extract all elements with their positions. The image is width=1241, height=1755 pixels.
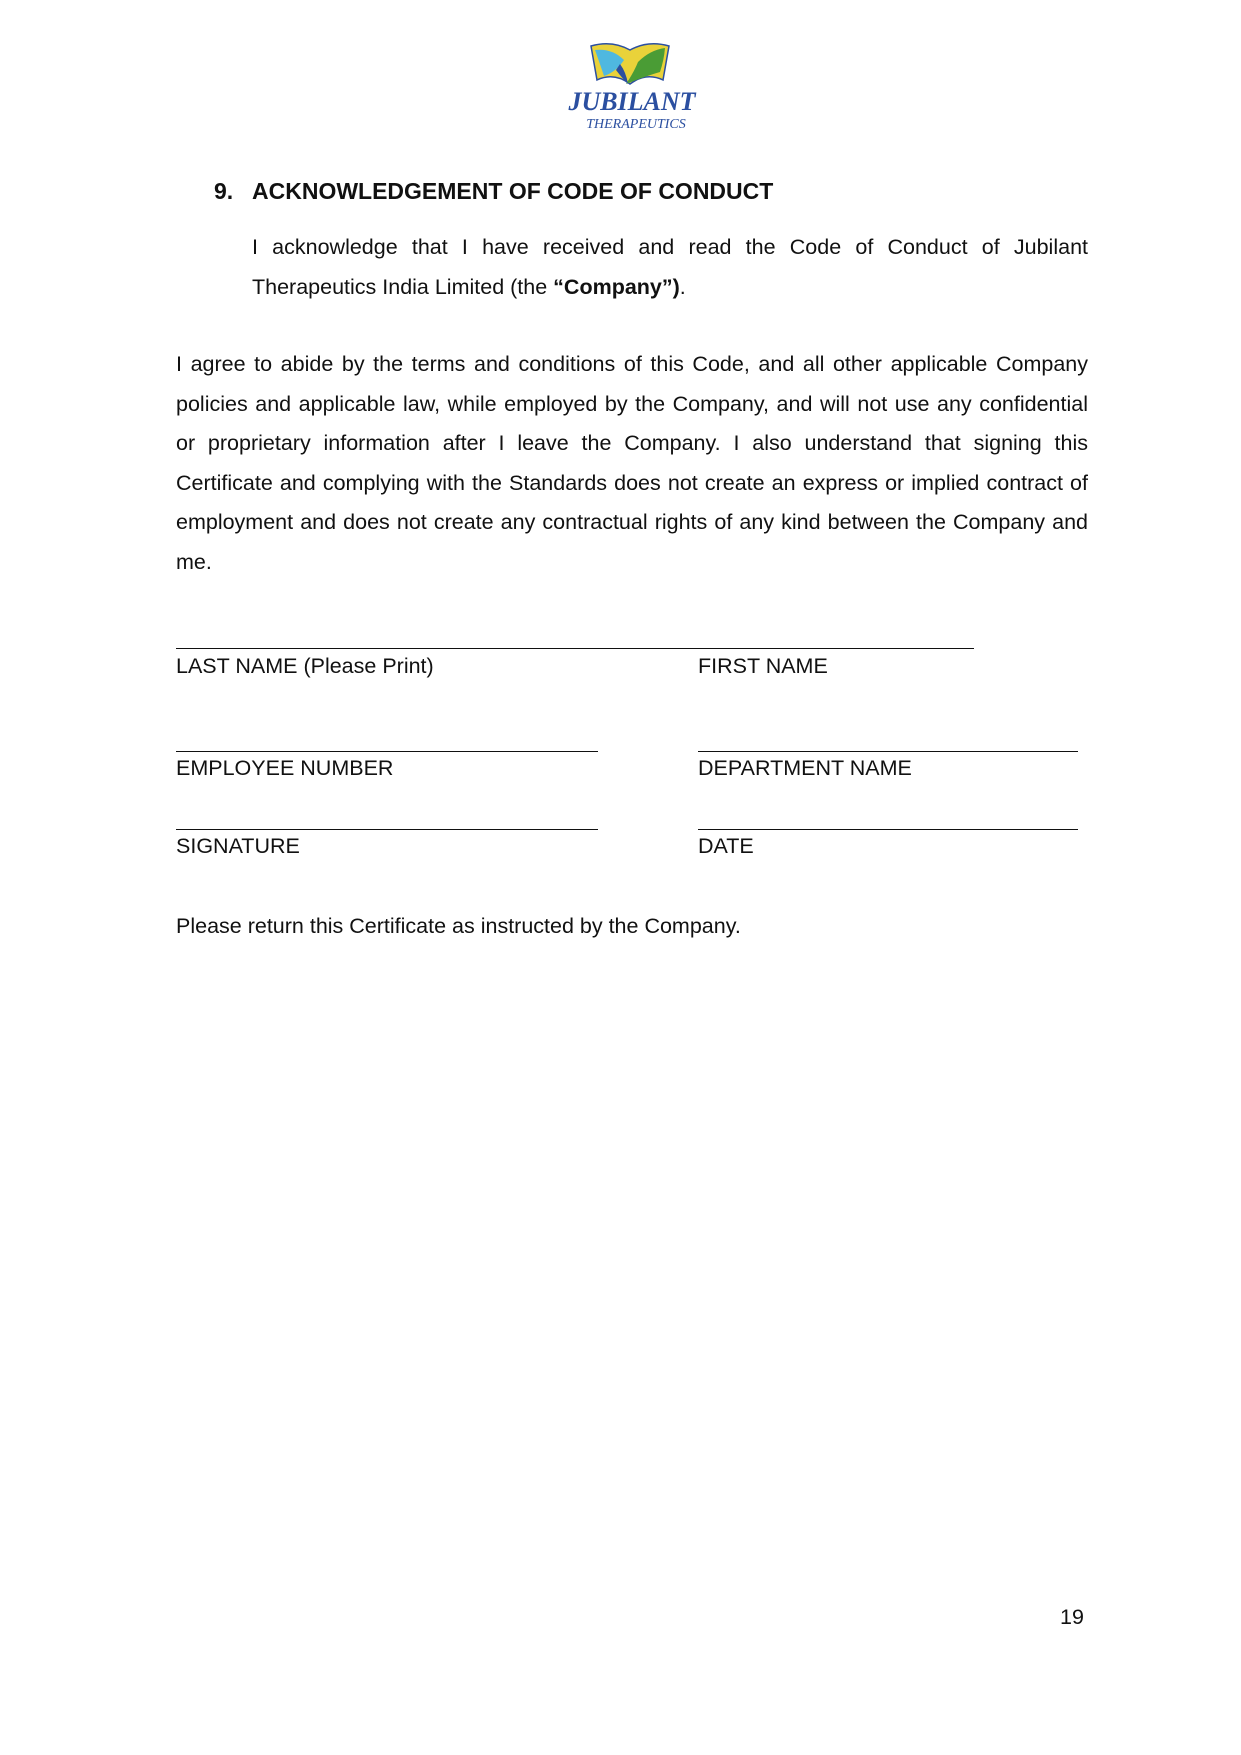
employee-number-label: EMPLOYEE NUMBER	[176, 756, 394, 780]
employee-number-line[interactable]	[176, 751, 598, 752]
return-note: Please return this Certificate as instructed by the Company.	[176, 914, 741, 938]
company-logo	[564, 38, 700, 134]
acknowledgement-text: I acknowledge that I have received and read the Code of Conduct of Jubilant Therapeutics India Limited (the	[252, 235, 1088, 299]
section-number: 9.	[214, 178, 234, 204]
section-title: ACKNOWLEDGEMENT OF CODE OF CONDUCT	[252, 178, 774, 204]
company-term: “Company”)	[553, 274, 680, 299]
acknowledgement-end: .	[679, 274, 686, 299]
acknowledgement-paragraph	[252, 228, 1088, 307]
logo-emblem	[564, 38, 700, 134]
logo-subtitle: THERAPEUTICS	[586, 117, 686, 132]
first-name-label: FIRST NAME	[698, 654, 828, 678]
department-name-line[interactable]	[698, 751, 1078, 752]
page-number: 19	[1060, 1605, 1084, 1629]
agreement-paragraph: I agree to abide by the terms and conditions of this Code, and all other applicable Company policies and applicable law, while employed by the Company, and will not use any confidential or proprietary information after I leave the Company. I also understand that signing this Certificate and complying with the Standards does not create an express or implied contract of employment and does not create any contractual rights of any kind between the Company and me.	[176, 352, 1088, 574]
section-heading	[214, 178, 773, 205]
logo-wordmark: JUBILANT	[568, 87, 696, 116]
signature-line[interactable]	[176, 829, 598, 830]
last-name-label: LAST NAME (Please Print)	[176, 654, 434, 678]
date-label: DATE	[698, 834, 754, 858]
date-line[interactable]	[698, 829, 1078, 830]
name-line[interactable]	[176, 648, 974, 649]
department-name-label: DEPARTMENT NAME	[698, 756, 912, 780]
signature-label: SIGNATURE	[176, 834, 300, 858]
